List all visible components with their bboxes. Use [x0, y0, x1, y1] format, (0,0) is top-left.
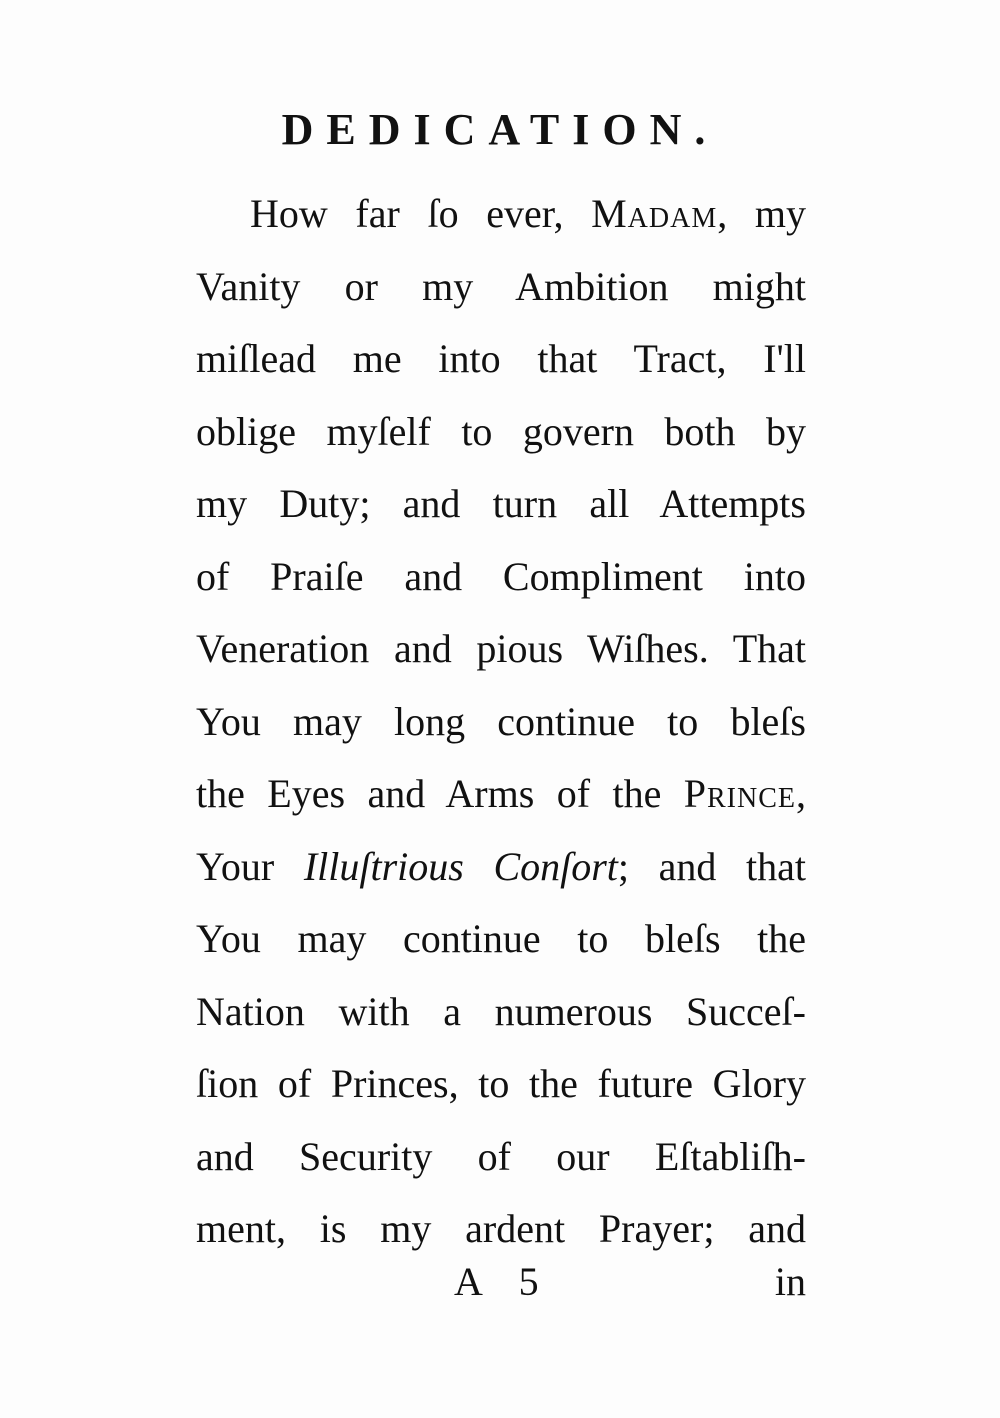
- text-line: Your Illuſtrious Conſort; and that: [196, 843, 806, 889]
- small-caps-word: Madam: [591, 191, 718, 236]
- text-line: Nation with a numerous Succeſ-: [196, 988, 806, 1034]
- text-line: ſion of Princes, to the future Glory: [196, 1061, 806, 1106]
- text-line: oblige myſelf to govern both by: [196, 408, 806, 454]
- text-line: How far ſo ever, Madam, my: [250, 191, 806, 236]
- signature-mark: A 5: [454, 1259, 553, 1304]
- text-line: You may continue to bleſs the: [196, 916, 806, 961]
- text-line: the Eyes and Arms of the Prince,: [196, 771, 806, 816]
- catchword: in: [774, 1259, 806, 1304]
- text-line: ment, is my ardent Prayer; and: [196, 1206, 806, 1251]
- dedication-text: [196, 178, 806, 1266]
- text-line: and Security of our Eſtabliſh-: [196, 1133, 806, 1179]
- text-line: miſlead me into that Tract, I'll: [196, 336, 806, 381]
- text-line: my Duty; and turn all Attempts: [196, 481, 806, 526]
- text-line: Veneration and pious Wiſhes. That: [196, 626, 806, 671]
- page-footer: [196, 1252, 806, 1312]
- text-line: of Praiſe and Compliment into: [196, 553, 806, 599]
- running-head: DEDICATION.: [281, 105, 719, 154]
- small-caps-word: Prince: [683, 771, 796, 816]
- text-line: Vanity or my Ambition might: [196, 263, 806, 309]
- text-line: You may long continue to bleſs: [196, 698, 806, 744]
- italic-phrase: Illuſtrious Conſort: [303, 843, 618, 889]
